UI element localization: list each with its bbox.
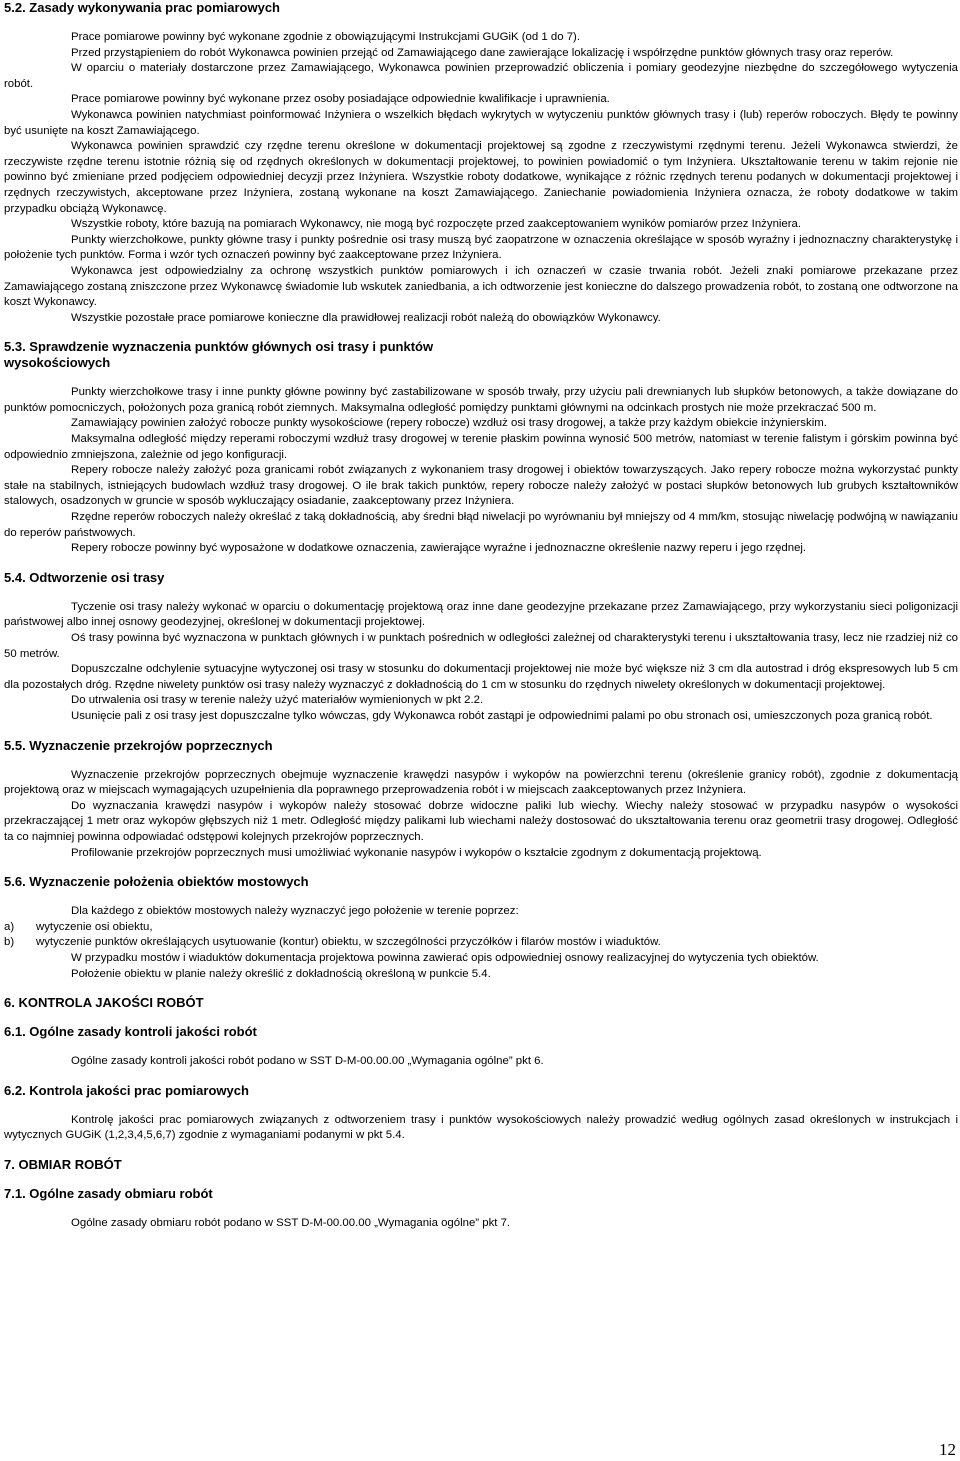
paragraph: Wszystkie pozostałe prace pomiarowe konieczne dla prawidłowej realizacji robót należą do obowiązków Wykonawcy. [71, 311, 661, 324]
paragraph: Zamawiający powinien założyć robocze punkty wysokościowe (repery robocze) wzdłuż osi trasy drogowej, a także przy każdym obiekcie inżynierskim. [71, 417, 827, 430]
paragraph: Ogólne zasady kontroli jakości robót podano w SST D-M-00.00.00 „Wymagania ogólne” pkt 6. [71, 1055, 544, 1068]
paragraph: Wykonawca powinien natychmiast poinformować Inżyniera o wszelkich błędach wykrytych w wytyczeniu punktów głównych trasy i (lub) reperów roboczych. Błędy te powinny być usunięte na koszt Zamawiającego. [4, 108, 958, 137]
paragraph: Do wyznaczania krawędzi nasypów i wykopów należy stosować dobrze widoczne paliki lub wiechy. Wiechy należy stosować w przypadku nasypów o wysokości przekraczającej 1 metr oraz wykopów głębszych niż 1 metr. Odległość między palikami lub wiechami należy dostosować do ukształtowania terenu oraz geometrii trasy drogowej. Odległość ta co najmniej powinna odpowiadać odstępowi kolejnych przekrojów poprzecznych. [4, 799, 958, 843]
section-5-6 [4, 874, 958, 982]
paragraph: Prace pomiarowe powinny być wykonane przez osoby posiadające odpowiednie kwalifikacje i uprawnienia. [71, 93, 610, 106]
paragraph: Wyznaczenie przekrojów poprzecznych obejmuje wyznaczenie krawędzi nasypów i wykopów na powierzchni terenu (określenie granicy robót), zgodnie z dokumentacją projektową oraz w miejscach wymagających uzupełnienia dla poprawnego przeprowadzenia robót i w miejscach zaakceptowanych przez Inżyniera. [4, 768, 958, 797]
section-5-4 [4, 570, 958, 725]
paragraph: Usunięcie pali z osi trasy jest dopuszczalne tylko wówczas, gdy Wykonawca robót zastąpi je odpowiednimi palami po obu stronach osi, umieszczonych poza granicą robót. [71, 709, 933, 722]
paragraph: Rzędne reperów roboczych należy określać z taką dokładnością, aby średni błąd niwelacji po wyrównaniu był mniejszy od 4 mm/km, stosując niwelację podwójną w nawiązaniu do reperów państwowych. [4, 511, 958, 539]
list-marker: a) [4, 920, 15, 933]
paragraph: Dopuszczalne odchylenie sytuacyjne wytyczonej osi trasy w stosunku do dokumentacji projektowej nie może być większe niż 3 cm dla autostrad i dróg ekspresowych lub 5 cm dla pozostałych dróg. Rzędne niwelety punktów osi trasy należy wyznaczyć z dokładnością do 1 cm w stosunku do rzędnych niwelety określonych w dokumentacji projektowej. [4, 663, 958, 691]
document-page [4, 0, 958, 1231]
paragraph: Do utrwalenia osi trasy w terenie należy użyć materiałów wymienionych w pkt 2.2. [71, 694, 484, 707]
paragraph: Kontrolę jakości prac pomiarowych związanych z odtworzeniem trasy i punktów wysokościowych należy prowadzić według ogólnych zasad określonych w instrukcjach i wytycznych GUGiK (1,2,3,4,5,6,7) zgodnie z wymaganiami podanymi w pkt 5.4. [4, 1113, 958, 1142]
section-heading: 6. KONTROLA JAKOŚCI ROBÓT [4, 995, 204, 1011]
paragraph: W oparciu o materiały dostarczone przez Zamawiającego, Wykonawca powinien przeprowadzić obliczenia i pomiary geodezyjne niezbędne do szczegółowego wytyczenia robót. [4, 62, 958, 90]
paragraph: Przed przystąpieniem do robót Wykonawca powinien przejąć od Zamawiającego dane zawierające lokalizację i współrzędne punktów głównych trasy oraz reperów. [71, 46, 894, 59]
paragraph: Punkty wierzchołkowe, punkty główne trasy i punkty pośrednie osi trasy muszą być zaopatrzone w oznaczenia określające w sposób wyraźny i jednoznaczny charakterystykę i położenie tych punktów. Forma i wzór tych oznaczeń powinny być zaakceptowane przez Inżyniera. [4, 233, 958, 262]
section-7 [4, 1157, 958, 1173]
section-heading: 7. OBMIAR ROBÓT [4, 1156, 122, 1172]
section-6-1 [4, 1024, 958, 1070]
paragraph: Repery robocze należy założyć poza granicami robót związanych z wykonaniem trasy drogowej i obiektów towarzyszących. Jako repery robocze można wykorzystać punkty stałe na stabilnych, istniejących budowlach wzdłuż trasy drogowej. O ile brak takich punktów, repery robocze należy założyć w postaci słupków betonowych lub grubych kształtowników stalowych, osadzonych w gruncie w sposób wykluczający osiadanie, zaakceptowany przez Inżyniera. [4, 464, 958, 508]
list-marker: b) [4, 936, 15, 949]
section-heading: 5.5. Wyznaczenie przekrojów poprzecznych [4, 737, 273, 753]
paragraph: Położenie obiektu w planie należy określić z dokładnością określoną w punkcie 5.4. [71, 967, 491, 980]
paragraph: Tyczenie osi trasy należy wykonać w oparciu o dokumentację projektową oraz inne dane geodezyjne przekazane przez Zamawiającego, przy wykorzystaniu sieci poligonizacji państwowej albo innej osnowy geodezyjnej, określonej w dokumentacji projektowej. [4, 600, 958, 629]
section-heading: 6.2. Kontrola jakości prac pomiarowych [4, 1082, 249, 1098]
paragraph: Wykonawca powinien sprawdzić czy rzędne terenu określone w dokumentacji projektowej są zgodne z rzeczywistymi rzędnymi terenu. Jeżeli Wykonawca stwierdzi, że rzeczywiste rzędne terenu istotnie różnią się od rzędnych określonych w dokumentacji projektowej, to powinien powiadomić o tym Inżyniera. Ukształtowanie terenu w takim rejonie nie powinno być zmieniane przed podjęciem odpowiedniej decyzji przez Inżyniera. Wszystkie roboty dodatkowe, wynikające z różnic rzędnych terenu podanych w dokumentacji projektowej i rzędnych rzeczywistych, akceptowane przez Inżyniera, zostaną wykonane na koszt Zamawiającego. Zaniechanie powiadomienia Inżyniera oznacza, że roboty dodatkowe w takim przypadku obciążą Wykonawcę. [4, 140, 958, 215]
paragraph: Prace pomiarowe powinny być wykonane zgodnie z obowiązującymi Instrukcjami GUGiK (od 1 do 7). [71, 31, 581, 43]
section-5-3 [4, 339, 958, 557]
list-item [4, 935, 958, 951]
section-6 [4, 995, 958, 1011]
list-item-text: wytyczenie osi obiektu, [36, 920, 153, 933]
paragraph: Maksymalna odległość między reperami roboczymi wzdłuż trasy drogowej w terenie płaskim powinna wynosić 500 metrów, natomiast w terenie falistym i górskim powinna być odpowiednio zmniejszona, zależnie od jego konfiguracji. [4, 433, 958, 461]
section-heading: 5.4. Odtworzenie osi trasy [4, 569, 165, 585]
paragraph: Repery robocze powinny być wyposażone w dodatkowe oznaczenia, zawierające wyraźne i jednoznaczne określenie nazwy reperu i jego rzędnej. [71, 542, 807, 555]
paragraph: W przypadku mostów i wiaduktów dokumentacja projektowa powinna zawierać opis odpowiedniej osnowy realizacyjnej do wytyczenia tych obiektów. [71, 951, 819, 964]
section-heading: 6.1. Ogólne zasady kontroli jakości robót [4, 1024, 257, 1040]
section-6-2 [4, 1083, 958, 1144]
section-7-1 [4, 1186, 958, 1232]
paragraph: Wykonawca jest odpowiedzialny za ochronę wszystkich punktów pomiarowych i ich oznaczeń w czasie trwania robót. Jeżeli znaki pomiarowe przekazane przez Zamawiającego zostaną zniszczone przez Wykonawcę świadomie lub wskutek zaniedbania, a ich odtworzenie jest konieczne do dalszego prowadzenia robót, to zostaną one odtworzone na koszt Wykonawcy. [4, 264, 958, 309]
paragraph: Punkty wierzchołkowe trasy i inne punkty główne powinny być zastabilizowane w sposób trwały, przy użyciu pali drewnianych lub słupków betonowych, a także dowiązane do punktów pomocniczych, położonych poza granicą robót ziemnych. Maksymalna odległość pomiędzy punktami głównymi na odcinkach prostych nie może przekraczać 500 m. [4, 386, 958, 414]
page-number: 12 [939, 1440, 956, 1459]
list-item-text: wytyczenie punktów określających usytuowanie (kontur) obiektu, w szczególności przyczółków i filarów mostów i wiaduktów. [36, 936, 661, 949]
list [4, 920, 958, 951]
list-item [4, 920, 958, 936]
section-5-5 [4, 738, 958, 862]
section-heading: 5.3. Sprawdzenie wyznaczenia punktów głównych osi trasy i punktów wysokościowych [4, 339, 434, 371]
section-heading: 5.6. Wyznaczenie położenia obiektów mostowych [4, 874, 309, 890]
section-heading: 7.1. Ogólne zasady obmiaru robót [4, 1185, 213, 1201]
paragraph: Profilowanie przekrojów poprzecznych musi umożliwiać wykonanie nasypów i wykopów o kształcie zgodnym z dokumentacją projektową. [71, 846, 762, 859]
paragraph: Oś trasy powinna być wyznaczona w punktach głównych i w punktach pośrednich w odległości zależnej od charakterystyki terenu i ukształtowania trasy, lecz nie rzadziej niż co 50 metrów. [4, 632, 958, 660]
paragraph: Wszystkie roboty, które bazują na pomiarach Wykonawcy, nie mogą być rozpoczęte przed zaakceptowaniem wyników pomiarów przez Inżyniera. [71, 218, 802, 231]
paragraph: Ogólne zasady obmiaru robót podano w SST D-M-00.00.00 „Wymagania ogólne” pkt 7. [71, 1216, 511, 1229]
paragraph: Dla każdego z obiektów mostowych należy wyznaczyć jego położenie w terenie poprzez: [71, 905, 519, 918]
section-5-2 [4, 0, 958, 326]
section-heading: 5.2. Zasady wykonywania prac pomiarowych [4, 0, 280, 15]
